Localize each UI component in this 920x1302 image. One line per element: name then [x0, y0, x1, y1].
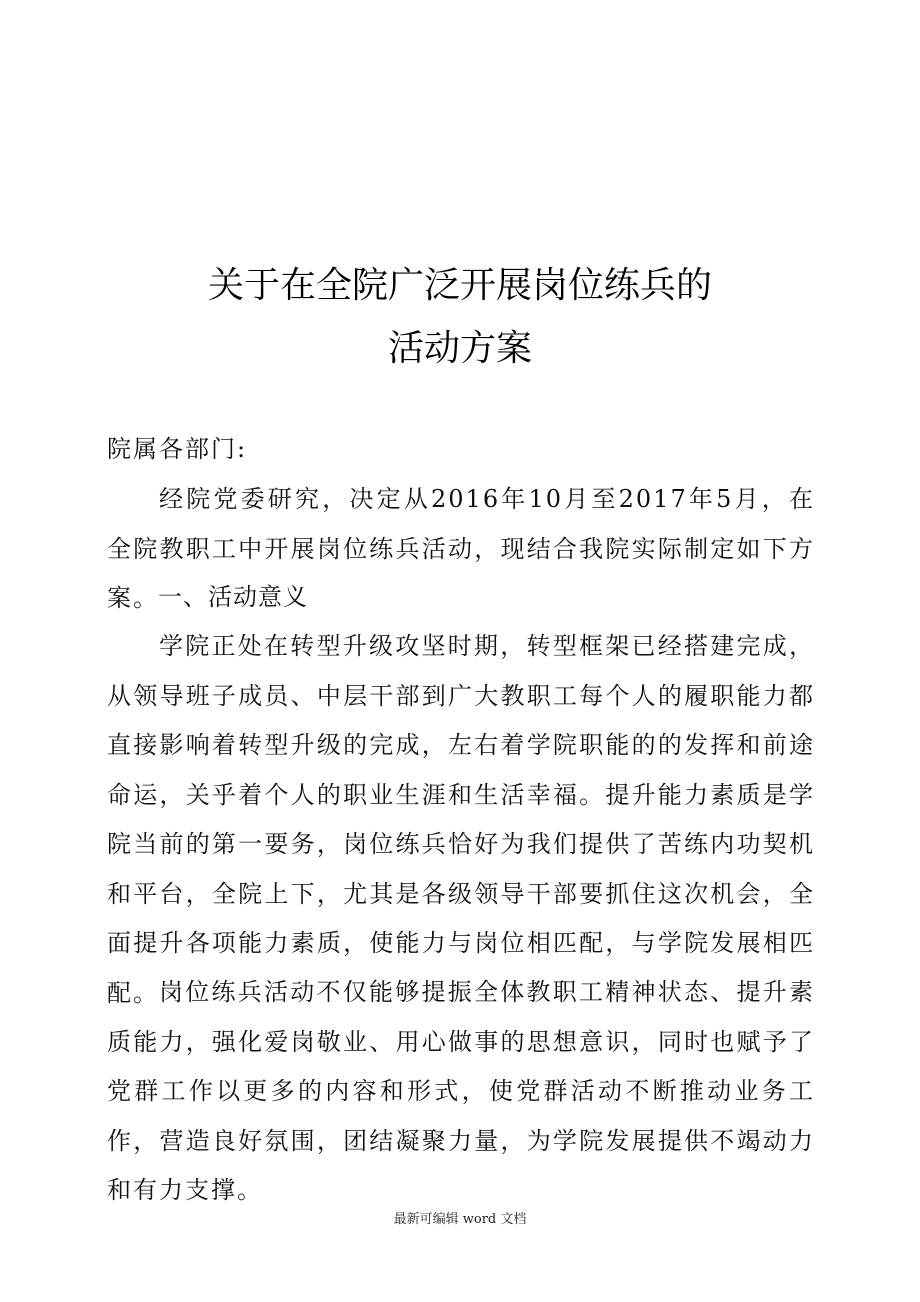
page-footer: 最新可编辑 word 文档 [393, 1212, 527, 1227]
document-title-line-2: 活动方案 [387, 328, 532, 369]
salutation: 院属各部门: [107, 435, 248, 463]
paragraph-3: 岗位练兵活动不仅能够提振全体教职工精神状态、提升素质能力，强化爱岗敬业、用心做事的思想意识，同时也赋予了党群工作以更多的内容和形式，使党群活动不断推动业务工作，营造良好氛围，团结凝聚力量，为学院发展提供不竭动力和有力支撑。 [107, 978, 815, 1204]
paragraph-1: 经院党委研究，决定从2016年10月至2017年5月，在全院教职工中开展岗位练兵活动，现结合我院实际制定如下方案。 [107, 485, 815, 612]
paragraph-2: 学院正处在转型升级攻坚时期，转型框架已经搭建完成，从领导班子成员、中层干部到广大教职工每个人的履职能力都直接影响着转型升级的完成，左右着学院职能的的发挥和前途命运，关乎着个人的职业生涯和生活幸福。提升能力素质是学院当前的第一要务，岗位练兵恰好为我们提供了苦练内功契机和平台，全院上下，尤其是各级领导干部要抓住这次机会，全面提升各项能力素质，使能力与岗位相匹配，与学院发展相匹配。 [107, 632, 815, 1007]
document-title-line-1: 关于在全院广泛开展岗位练兵的 [207, 265, 712, 306]
section-heading-1: 一、活动意义 [158, 583, 308, 611]
